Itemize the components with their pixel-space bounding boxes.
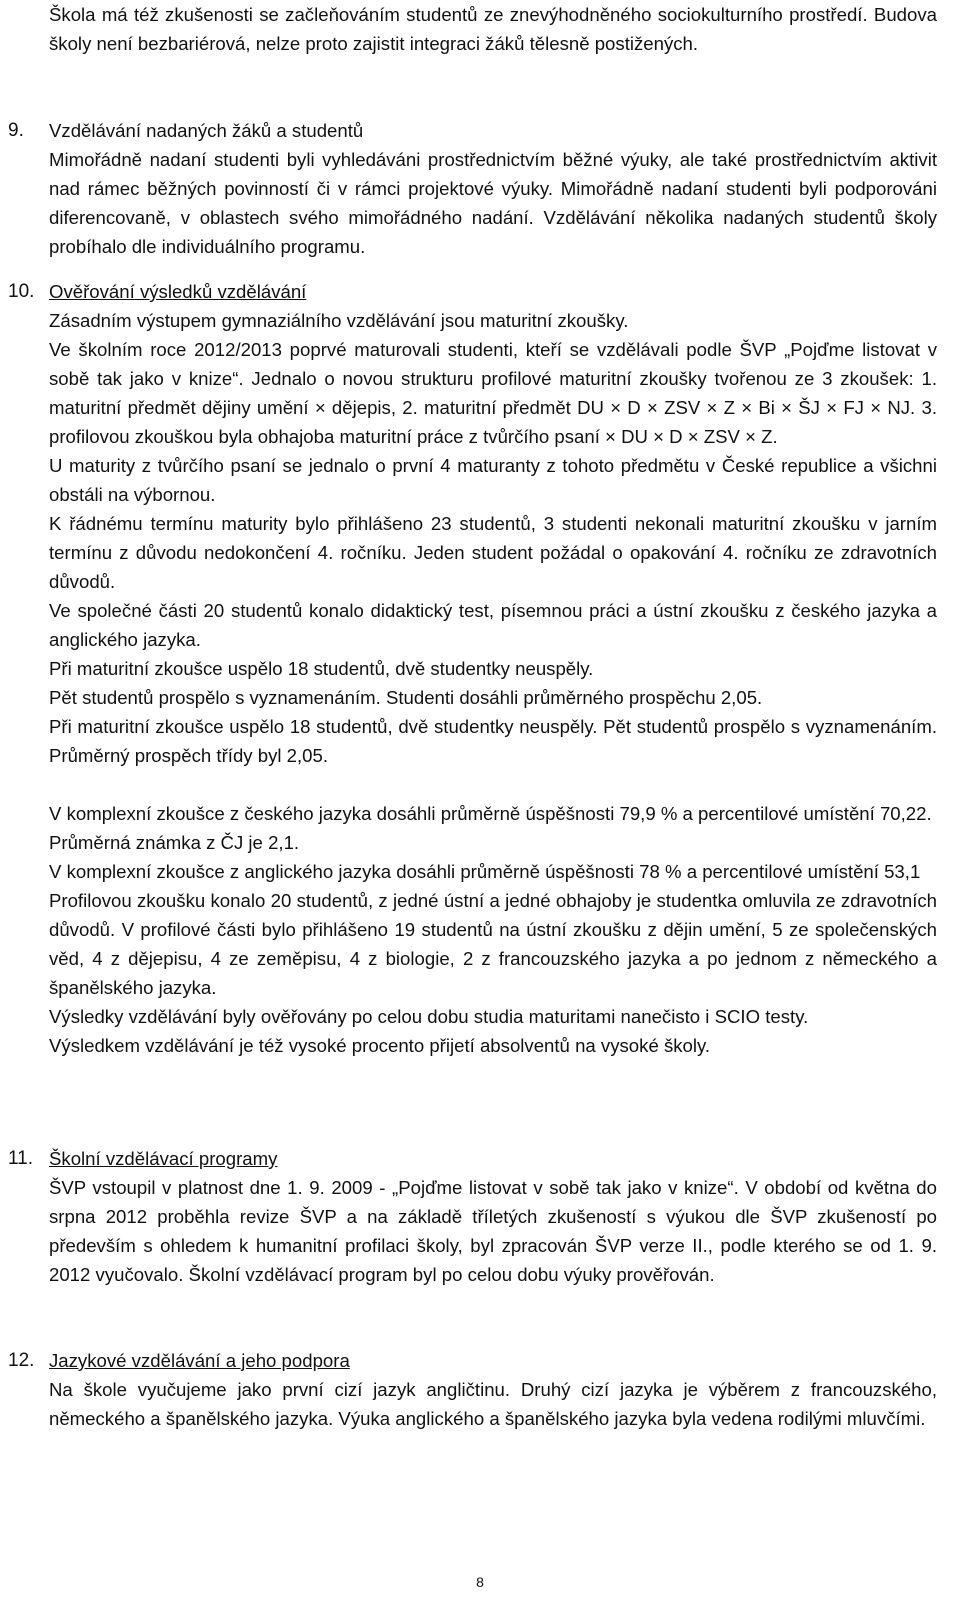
- intro-paragraph: Škola má též zkušenosti se začleňováním studentů ze znevýhodněného sociokulturního prostředí. Budova školy není bezbariérová, nelze proto zajistit integraci žáků tělesně postižených.: [49, 4, 937, 54]
- paragraph: Při maturitní zkoušce uspělo 18 studentů, dvě studentky neuspěly.: [49, 658, 594, 679]
- paragraph: Ve školním roce 2012/2013 poprvé maturovali studenti, kteří se vzdělávali podle ŠVP „Pojďme listovat v sobě tak jako v knize“. Jednalo o novou strukturu profilové maturitní zkoušky tvořenou ze 3 zkoušek: 1. maturitní předmět dějiny umění × dějepis, 2. maturitní předmět DU × D × ZSV × Z × Bi × ŠJ × FJ × NJ. 3. profilovou zkouškou byla obhajoba maturitní práce z tvůrčího psaní × DU × D × ZSV × Z.: [49, 339, 937, 447]
- intro-block: [49, 0, 937, 58]
- section-body: [49, 1346, 937, 1433]
- paragraph: Mimořádně nadaní studenti byli vyhledáváni prostřednictvím běžné výuky, ale také prostřednictvím aktivit nad rámec běžných povinností či v rámci projektové výuky. Mimořádně nadaní studenti byli podporováni diferencovaně, v oblastech svého mimořádného nadání. Vzdělávání několika nadaných studentů školy probíhalo dle individuálního programu.: [49, 149, 937, 257]
- paragraph: Pět studentů prospělo s vyznamenáním. Studenti dosáhli průměrného prospěchu 2,05.: [49, 687, 763, 708]
- section-heading: Školní vzdělávací programy: [49, 1148, 278, 1169]
- section-heading: Ověřování výsledků vzdělávání: [49, 281, 307, 302]
- paragraph: U maturity z tvůrčího psaní se jednalo o první 4 maturanty z tohoto předmětu v České republice a všichni obstáli na výbornou.: [49, 455, 937, 505]
- paragraph: Zásadním výstupem gymnaziálního vzdělávání jsou maturitní zkoušky.: [49, 310, 629, 331]
- page-number: 8: [476, 1574, 484, 1590]
- paragraph: V komplexní zkoušce z anglického jazyka dosáhli průměrně úspěšnosti 78 % a percentilové umístění 53,1: [49, 861, 921, 882]
- paragraph: Průměrná známka z ČJ je 2,1.: [49, 832, 300, 853]
- section-body: [49, 277, 937, 1060]
- paragraph: Na škole vyučujeme jako první cizí jazyk angličtinu. Druhý cizí jazyka je výběrem z francouzského, německého a španělského jazyka. Výuka anglického a španělského jazyka byla vedena rodilými mluvčími.: [49, 1379, 937, 1429]
- section-heading: Vzdělávání nadaných žáků a studentů: [49, 120, 364, 141]
- section-body: [49, 1144, 937, 1289]
- section-number: 11.: [8, 1148, 34, 1169]
- paragraph: Výsledky vzdělávání byly ověřovány po celou dobu studia maturitami nanečisto i SCIO testy.: [49, 1006, 809, 1027]
- section-number: 10.: [8, 281, 35, 302]
- section-number: 12.: [8, 1350, 35, 1371]
- paragraph: Profilovou zkoušku konalo 20 studentů, z jedné ústní a jedné obhajoby je studentka omluvila ze zdravotních důvodů. V profilové části bylo přihlášeno 19 studentů na ústní zkoušku z dějin umění, 5 ze společenských věd, 4 z dějepisu, 4 ze zeměpisu, 4 z biologie, 2 z francouzského jazyka a po jednom z německého a španělského jazyka.: [49, 890, 937, 998]
- paragraph: ŠVP vstoupil v platnost dne 1. 9. 2009 - „Pojďme listovat v sobě tak jako v knize“. V období od května do srpna 2012 proběhla revize ŠVP a na základě tříletých zkušeností s výukou dle ŠVP zkušeností po především s ohledem k humanitní profilaci školy, byl zpracován ŠVP verze II., podle kterého se od 1. 9. 2012 vyučovalo. Školní vzdělávací program byl po celou dobu výuky prověřován.: [49, 1177, 937, 1285]
- paragraph: Ve společné části 20 studentů konalo didaktický test, písemnou práci a ústní zkoušku z českého jazyka a anglického jazyka.: [49, 600, 937, 650]
- section-body: [49, 116, 937, 261]
- paragraph: K řádnému termínu maturity bylo přihlášeno 23 studentů, 3 studenti nekonali maturitní zkoušku v jarním termínu z důvodu nedokončení 4. ročníku. Jeden student požádal o opakování 4. ročníku ze zdravotních důvodů.: [49, 513, 937, 592]
- paragraph: Při maturitní zkoušce uspělo 18 studentů, dvě studentky neuspěly. Pět studentů prospělo s vyznamenáním. Průměrný prospěch třídy byl 2,05.: [49, 716, 937, 766]
- paragraph: V komplexní zkoušce z českého jazyka dosáhli průměrně úspěšnosti 79,9 % a percentilové umístění 70,22.: [49, 803, 932, 824]
- section-number: 9.: [8, 120, 24, 141]
- section-heading: Jazykové vzdělávání a jeho podpora: [49, 1350, 350, 1371]
- paragraph: Výsledkem vzdělávání je též vysoké procento přijetí absolventů na vysoké školy.: [49, 1035, 711, 1056]
- blank-line: [49, 770, 937, 799]
